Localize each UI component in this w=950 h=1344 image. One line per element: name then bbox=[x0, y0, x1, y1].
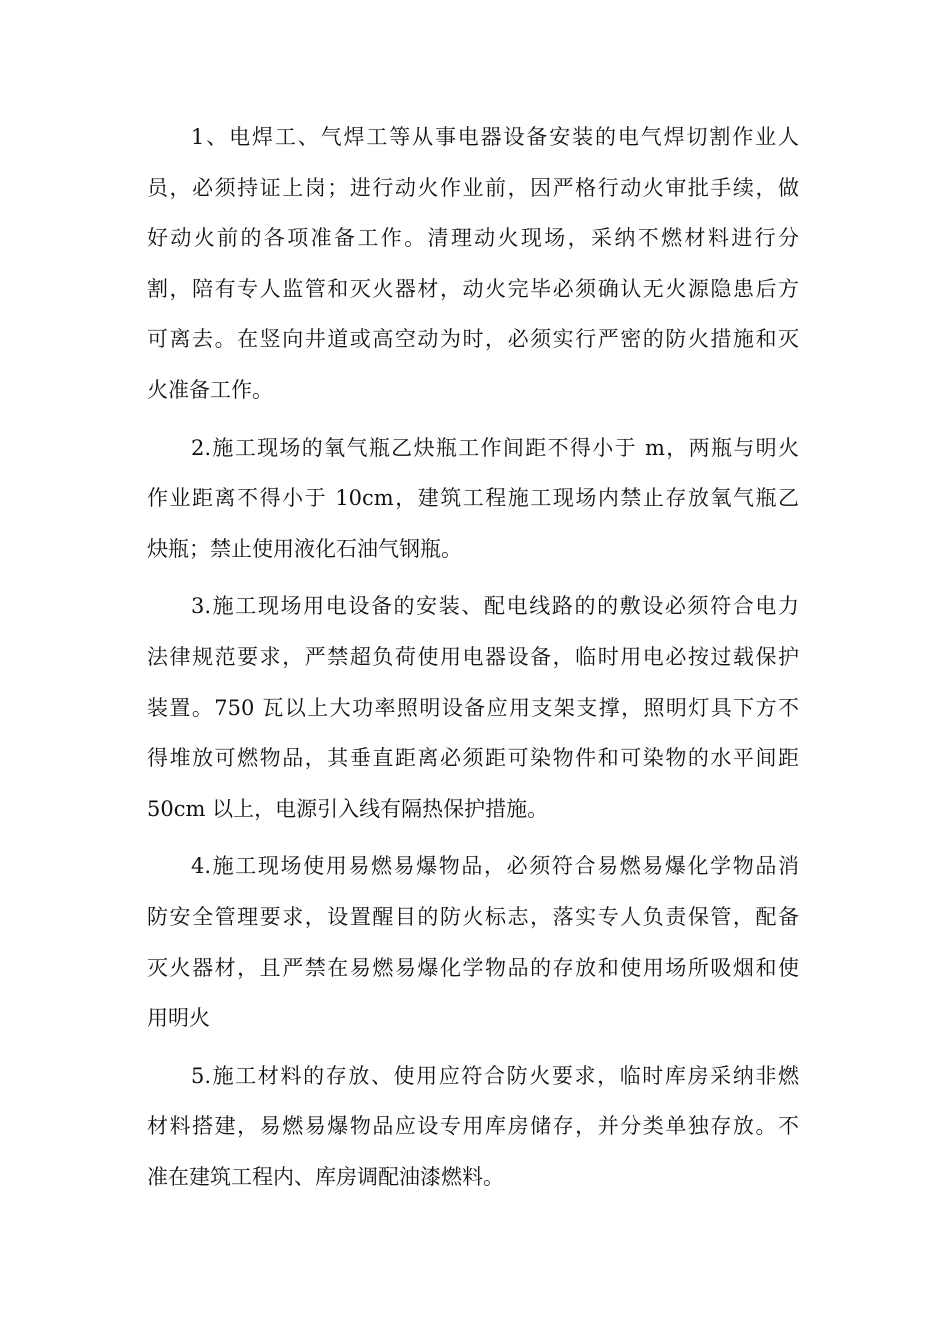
paragraph-line: 可离去。在竖向井道或高空动为时，必须实行严密的防火措施和灭 bbox=[147, 327, 799, 352]
paragraph-line: 2.施工现场的氧气瓶乙炔瓶工作间距不得小于 m，两瓶与明火 bbox=[191, 435, 799, 460]
paragraph-line: 用明火 bbox=[147, 1006, 210, 1031]
paragraph-spacer bbox=[147, 574, 799, 581]
paragraph-line: 割，陪有专人监管和灭火器材，动火完毕必须确认无火源隐患后方 bbox=[147, 276, 799, 301]
paragraph-line: 法律规范要求，严禁超负荷使用电器设备，临时用电必按过载保护 bbox=[147, 644, 799, 669]
paragraph-line: 装置。750 瓦以上大功率照明设备应用支架支撑，照明灯具下方不 bbox=[147, 695, 799, 720]
paragraph-5 bbox=[147, 1051, 799, 1203]
paragraph-line: 得堆放可燃物品，其垂直距离必须距可染物件和可染物的水平间距 bbox=[147, 746, 799, 771]
paragraph-line: 3.施工现场用电设备的安装、配电线路的的敷设必须符合电力 bbox=[191, 594, 799, 619]
paragraph-line: 4.施工现场使用易燃易爆物品，必须符合易燃易爆化学物品消 bbox=[191, 854, 799, 879]
paragraph-3 bbox=[147, 581, 799, 834]
paragraph-line: 1、电焊工、气焊工等从事电器设备安装的电气焊切割作业人 bbox=[191, 125, 799, 149]
paragraph-spacer bbox=[147, 834, 799, 841]
paragraph-spacer bbox=[147, 1044, 799, 1051]
paragraph-line: 作业距离不得小于 10cm，建筑工程施工现场内禁止存放氧气瓶乙 bbox=[147, 486, 799, 511]
paragraph-line: 灭火器材，且严禁在易燃易爆化学物品的存放和使用场所吸烟和使 bbox=[147, 955, 799, 980]
paragraph-1 bbox=[147, 112, 799, 416]
paragraph-2 bbox=[147, 423, 799, 575]
paragraph-line: 材料搭建，易燃易爆物品应设专用库房储存，并分类单独存放。不 bbox=[147, 1114, 799, 1139]
paragraph-line: 50cm 以上，电源引入线有隔热保护措施。 bbox=[147, 796, 549, 821]
paragraph-line: 好动火前的各项准备工作。清理动火现场，采纳不燃材料进行分 bbox=[147, 226, 799, 251]
paragraph-spacer bbox=[147, 416, 799, 423]
paragraph-line: 防安全管理要求，设置醒目的防火标志，落实专人负责保管，配备 bbox=[147, 904, 799, 929]
paragraph-line: 准在建筑工程内、库房调配油漆燃料。 bbox=[147, 1164, 504, 1189]
paragraph-line: 员，必须持证上岗；进行动火作业前，因严格行动火审批手续，做 bbox=[147, 175, 799, 200]
paragraph-line: 炔瓶；禁止使用液化石油气钢瓶。 bbox=[147, 536, 462, 561]
paragraph-line: 5.施工材料的存放、使用应符合防火要求，临时库房采纳非燃 bbox=[191, 1063, 799, 1088]
paragraph-line: 火准备工作。 bbox=[147, 377, 273, 402]
paragraph-4 bbox=[147, 841, 799, 1043]
document-body bbox=[147, 112, 799, 1202]
